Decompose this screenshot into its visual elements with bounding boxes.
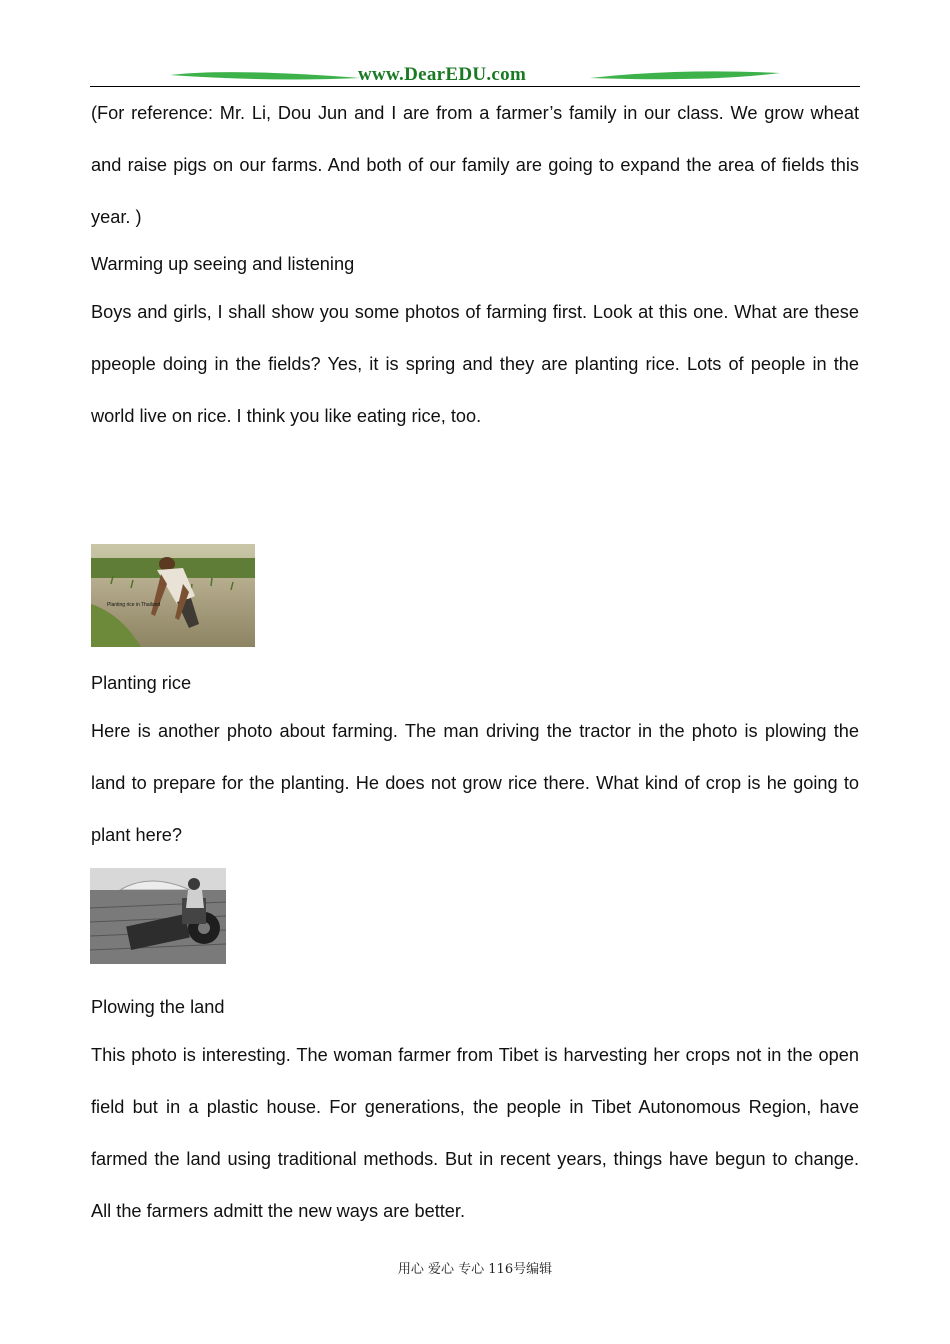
rice-planting-photo xyxy=(91,544,255,647)
intro-paragraph: Boys and girls, I shall show you some photos of farming first. Look at this one. What are these ppeople doing in the fields? Yes, it is spring and they are planting rice. Lots of people in the world live on rice. I think you like eating rice, too. xyxy=(91,302,859,426)
tractor-plowing-photo xyxy=(90,868,226,964)
rice-photo-overlay-text: Planting rice in Thailand xyxy=(107,602,161,608)
right-swoosh-decoration xyxy=(590,70,780,82)
photo-caption-rice: Planting rice xyxy=(91,673,192,693)
reference-paragraph: (For reference: Mr. Li, Dou Jun and I are from a farmer’s family in our class. We grow wheat and raise pigs on our farms. And both of our family are going to expand the area of fields this year. ) xyxy=(91,103,859,227)
left-swoosh-decoration xyxy=(170,70,360,82)
section-heading: Warming up seeing and listening xyxy=(91,254,355,274)
photo-caption-plow: Plowing the land xyxy=(91,997,225,1017)
plowing-paragraph: Here is another photo about farming. The man driving the tractor in the photo is plowing the land to prepare for the planting. He does not grow rice there. What kind of crop is he going to plant here? xyxy=(91,721,859,845)
page-header xyxy=(90,60,860,90)
page-footer: 用心 爱心 专心 116号编辑 xyxy=(397,1262,553,1277)
tibet-paragraph: This photo is interesting. The woman farmer from Tibet is harvesting her crops not in the open field but in a plastic house. For generations, the people in Tibet Autonomous Region, have farmed the land using traditional methods. But in recent years, things have begun to change. All the farmers admitt the new ways are better. xyxy=(91,1045,859,1221)
site-logo: www.DearEDU.com xyxy=(358,64,527,85)
